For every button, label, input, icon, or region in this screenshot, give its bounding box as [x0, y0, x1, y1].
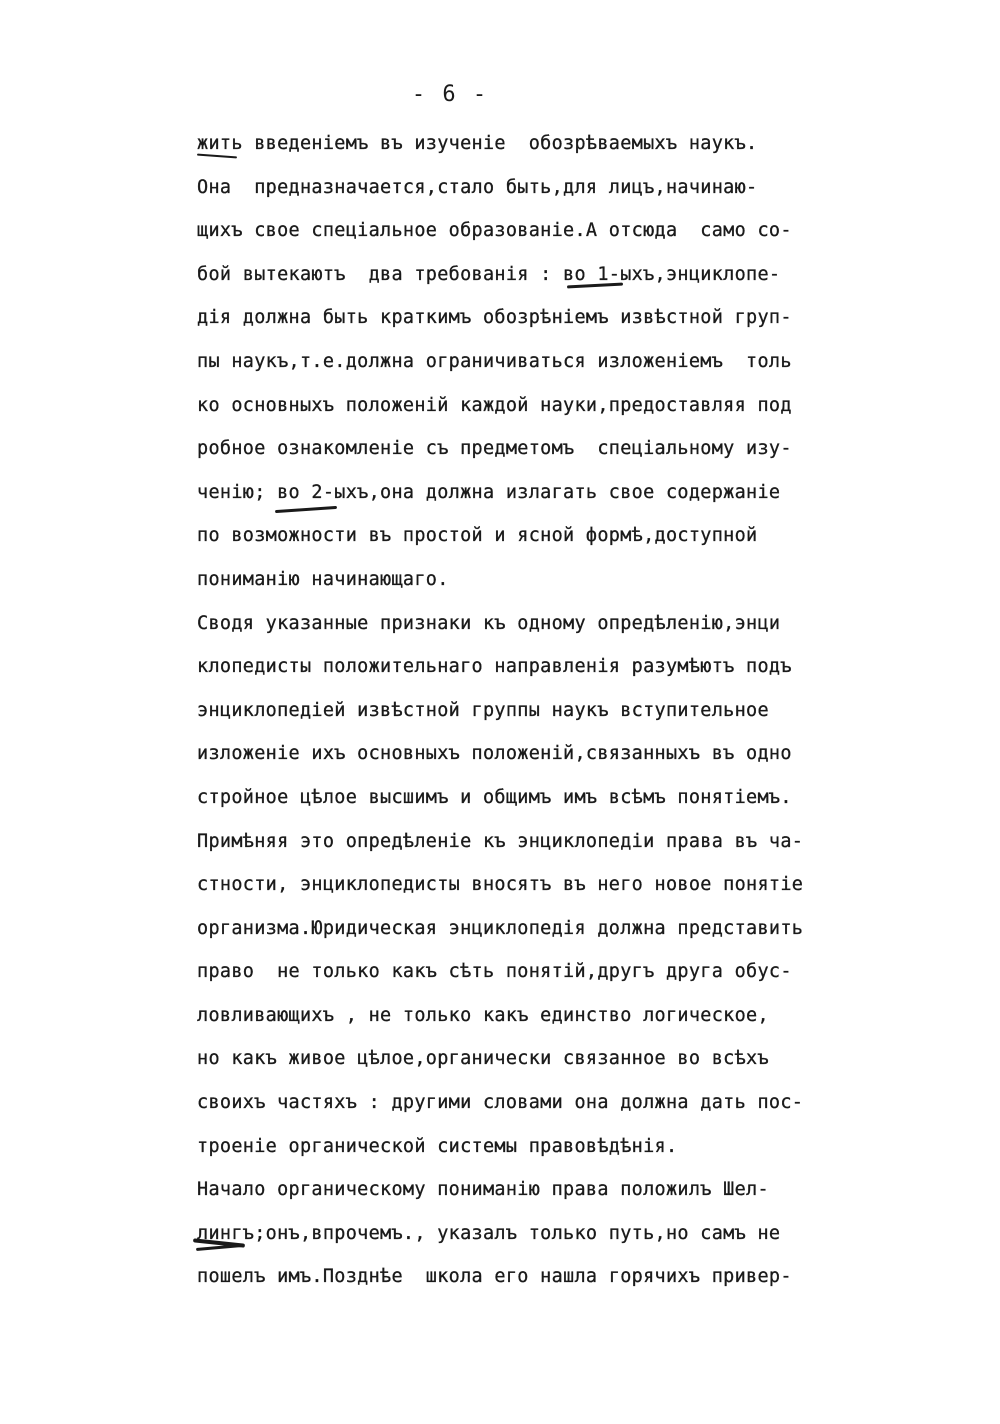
text-line: робное ознакомленіе съ предметомъ спеціальному изу- — [197, 438, 792, 460]
text-line: по возможности въ простой и ясной формѣ,доступной — [197, 525, 758, 547]
text-line: пошелъ имъ.Позднѣе школа его нашла горячихъ привер- — [197, 1266, 792, 1288]
text-line: пониманію начинающаго. — [197, 568, 449, 590]
text-line: Примѣняя это опредѣленіе къ энциклопедіи права въ ча- — [197, 830, 804, 852]
text-line: клопедисты положительнаго направленія разумѣютъ подъ — [197, 656, 792, 678]
text-line: организма.Юридическая энциклопедія должна представить — [197, 917, 804, 939]
text-line: право не только какъ сѣть понятій,другъ друга обус- — [197, 961, 792, 983]
text-line: Начало органическому пониманію права положилъ Шел- — [197, 1179, 769, 1201]
page-number: - 6 - — [411, 82, 489, 107]
text-line: ловливающихъ , не только какъ единство логическое, — [197, 1004, 769, 1026]
text-line: жить введеніемъ въ изученіе обозрѣваемыхъ наукъ. — [197, 133, 758, 154]
text-line: своихъ частяхъ : другими словами она должна дать пос- — [197, 1092, 804, 1114]
text-line: бой вытекаютъ два требованія : во 1-ыхъ,энциклопе- — [197, 263, 781, 285]
text-line: троеніе органической системы правовѣдѣнія. — [197, 1135, 678, 1157]
text-line: стройное цѣлое высшимъ и общимъ имъ всѣмъ понятіемъ. — [197, 786, 792, 808]
text-line: изложеніе ихъ основныхъ положеній,связанныхъ въ одно — [197, 743, 792, 765]
text-line: дія должна быть краткимъ обозрѣніемъ извѣстной груп- — [197, 307, 792, 329]
text-line: лингъ;онъ,впрочемъ., указалъ только путь,но самъ не — [197, 1222, 781, 1244]
text-line: стности, энциклопедисты вносятъ въ него новое понятіе — [197, 874, 804, 896]
text-line: Она предназначается,стало быть,для лицъ,начинаю- — [197, 176, 758, 198]
text-line: но какъ живое цѣлое,органически связанное во всѣхъ — [197, 1048, 769, 1070]
text-line: энциклопедіей извѣстной группы наукъ вступительное — [197, 699, 769, 721]
text-line: пы наукъ,т.е.должна ограничиваться изложеніемъ толь — [197, 350, 792, 372]
text-line: ко основныхъ положеній каждой науки,предоставляя под — [197, 394, 792, 416]
text-body — [197, 122, 827, 1299]
text-line: щихъ свое спеціальное образованіе.А отсюда само со- — [197, 220, 792, 242]
text-line: Сводя указанные признаки къ одному опредѣленію,энци — [197, 612, 781, 634]
text-line: ченію; во 2-ыхъ,она должна излагать свое содержаніе — [197, 481, 781, 503]
